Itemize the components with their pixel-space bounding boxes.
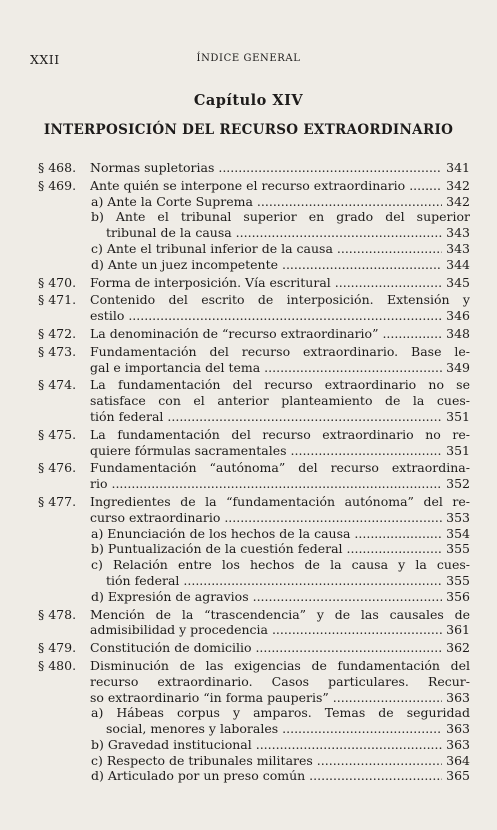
toc-line: [0, 275, 497, 291]
page-reference: 354: [446, 525, 470, 541]
toc-line-text: so extraordinario “in forma pauperis” .....: [90, 690, 442, 706]
section-number: § 468.: [38, 160, 77, 175]
toc-entry: [0, 344, 497, 376]
toc-line-text: rio .....: [90, 476, 442, 492]
toc-line-text: tión federal .....: [106, 573, 442, 589]
page-reference: 363: [446, 736, 470, 752]
page-reference: 346: [446, 308, 470, 324]
page-reference: 355: [446, 541, 470, 557]
toc-line: [0, 360, 497, 376]
toc-entry: [0, 377, 497, 424]
page-reference: 343: [446, 225, 470, 241]
page-reference: 342: [446, 193, 470, 209]
toc-line: [0, 541, 497, 557]
toc-line: [0, 377, 497, 393]
toc-line-text: Forma de interposición. Vía escritural .....: [90, 275, 442, 291]
toc-line: [0, 658, 497, 674]
page-reference: 348: [446, 325, 470, 341]
toc-entry: [0, 494, 497, 605]
page-reference: 352: [446, 476, 470, 492]
toc-line-text: La fundamentación del recurso extraordinario no se: [90, 377, 470, 393]
toc-line-text: b) Ante el tribunal superior en grado del superior: [91, 209, 470, 225]
toc-line: [0, 225, 497, 241]
page-reference: 344: [446, 256, 470, 272]
page-reference: 342: [446, 177, 470, 193]
toc-entry: [0, 326, 497, 342]
page-reference: 351: [446, 408, 470, 424]
toc-line: [0, 674, 497, 690]
toc-line: [0, 705, 497, 721]
toc-line-text: curso extraordinario .....: [90, 510, 442, 526]
section-number: § 475.: [38, 426, 77, 442]
toc-line-text: gal e importancia del tema .....: [90, 360, 442, 376]
toc-line-text: estilo .....: [90, 308, 442, 324]
toc-line: [0, 326, 497, 342]
section-number: § 480.: [38, 657, 77, 673]
toc-line-text: quiere fórmulas sacramentales .....: [90, 443, 442, 459]
toc-line-text: tión federal .....: [90, 409, 442, 425]
toc-line-text: d) Expresión de agravios .....: [91, 589, 442, 605]
section-number: § 479.: [38, 640, 77, 656]
page-reference: 351: [446, 442, 470, 458]
toc-line: [0, 607, 497, 623]
toc-line-text: Mención de la “trascendencia” y de las causales de: [90, 606, 470, 622]
section-number: § 474.: [38, 377, 77, 393]
toc-line: [0, 460, 497, 476]
page-reference: 361: [446, 622, 470, 638]
toc-line-text: tribunal de la causa .....: [106, 225, 442, 241]
toc-line: [0, 257, 497, 273]
toc-line-text: b) Puntualización de la cuestión federal .....: [91, 541, 442, 557]
page-reference: 341: [446, 160, 470, 175]
section-number: § 478.: [38, 606, 77, 622]
page-reference: 362: [446, 640, 470, 656]
page-reference: 356: [446, 588, 470, 604]
toc-line-text: d) Ante un juez incompetente .....: [91, 257, 442, 273]
toc-entry: [0, 160, 497, 176]
toc-line-text: Constitución de domicilio .....: [90, 640, 442, 656]
page-reference: 364: [446, 752, 470, 768]
section-number: § 470.: [38, 274, 77, 290]
toc-line: [0, 526, 497, 542]
toc-entry: [0, 607, 497, 639]
section-number: § 469.: [38, 177, 77, 193]
toc-line: [0, 241, 497, 257]
toc-entry: [0, 460, 497, 492]
toc-line: [0, 178, 497, 194]
toc-line: [0, 589, 497, 605]
toc-line: [0, 393, 497, 409]
toc-line: [0, 721, 497, 737]
toc-line: [0, 308, 497, 324]
page-reference: 353: [446, 509, 470, 525]
toc-line-text: Normas supletorias .....: [90, 160, 442, 176]
toc-line: [0, 194, 497, 210]
toc-line-text: La denominación de “recurso extraordinario” .....: [90, 326, 442, 342]
toc-line: [0, 640, 497, 656]
toc-line-text: Ingredientes de la “fundamentación autónoma” del re-: [90, 493, 470, 509]
toc-line: [0, 209, 497, 225]
section-number: § 472.: [38, 325, 77, 341]
toc-line-text: Disminución de las exigencias de fundamentación del: [90, 657, 470, 673]
running-head: [30, 52, 467, 68]
toc-line-text: Ante quién se interpone el recurso extraordinario .....: [90, 178, 442, 194]
section-number: § 473.: [38, 343, 77, 359]
toc-line-text: Fundamentación del recurso extraordinario. Base le-: [90, 343, 470, 359]
toc-line: [0, 344, 497, 360]
toc-line: [0, 160, 497, 176]
toc-line-text: social, menores y laborales .....: [106, 721, 442, 737]
toc-line-text: La fundamentación del recurso extraordinario no re-: [90, 426, 470, 442]
toc-line: [0, 476, 497, 492]
toc-line-text: c) Relación entre los hechos de la causa y la cues-: [91, 557, 470, 573]
table-of-contents: [0, 160, 497, 786]
page-reference: 355: [446, 572, 470, 588]
toc-line: [0, 427, 497, 443]
toc-line: [0, 494, 497, 510]
running-head-title: ÍNDICE GENERAL: [196, 53, 301, 64]
toc-line: [0, 443, 497, 459]
page-reference: 349: [446, 359, 470, 375]
page-reference: 363: [446, 689, 470, 705]
chapter-title: INTERPOSICIÓN DEL RECURSO EXTRAORDINARIO: [43, 122, 454, 138]
toc-line: [0, 409, 497, 425]
page-number-roman: XXII: [30, 52, 60, 67]
toc-line-text: b) Gravedad institucional .....: [91, 737, 442, 753]
toc-entry: [0, 292, 497, 324]
toc-line-text: admisibilidad y procedencia .....: [90, 622, 442, 638]
toc-line-text: Fundamentación “autónoma” del recurso extraordina-: [90, 460, 470, 476]
toc-entry: [0, 178, 497, 273]
toc-line-text: Contenido del escrito de interposición. Extensión y: [90, 292, 470, 308]
toc-line-text: c) Ante el tribunal inferior de la causa .....: [91, 241, 442, 257]
section-number: § 476.: [38, 460, 77, 476]
toc-entry: [0, 640, 497, 656]
page-reference: 365: [446, 768, 470, 784]
toc-line: [0, 622, 497, 638]
toc-line: [0, 510, 497, 526]
toc-line: [0, 690, 497, 706]
toc-line-text: a) Ante la Corte Suprema .....: [91, 194, 442, 210]
toc-line: [0, 557, 497, 573]
toc-entry: [0, 275, 497, 291]
toc-entry: [0, 427, 497, 459]
toc-line-text: c) Respecto de tribunales militares .....: [91, 753, 442, 769]
toc-entry: [0, 658, 497, 784]
page-reference: 363: [446, 721, 470, 737]
toc-line-text: d) Articulado por un preso común .....: [91, 768, 442, 784]
toc-line: [0, 753, 497, 769]
toc-line-text: satisface con el anterior planteamiento de la cues-: [90, 393, 470, 409]
chapter-label: Capítulo XIV: [193, 92, 304, 109]
toc-line: [0, 737, 497, 753]
toc-line-text: recurso extraordinario. Casos particulares. Recur-: [90, 673, 470, 689]
toc-line: [0, 768, 497, 784]
toc-line-text: a) Enunciación de los hechos de la causa .....: [91, 526, 442, 542]
section-number: § 471.: [38, 292, 77, 308]
toc-line: [0, 292, 497, 308]
toc-line: [0, 573, 497, 589]
toc-line-text: a) Hábeas corpus y amparos. Temas de seguridad: [91, 705, 470, 721]
page-reference: 343: [446, 240, 470, 256]
section-number: § 477.: [38, 493, 77, 509]
page-reference: 345: [446, 274, 470, 290]
